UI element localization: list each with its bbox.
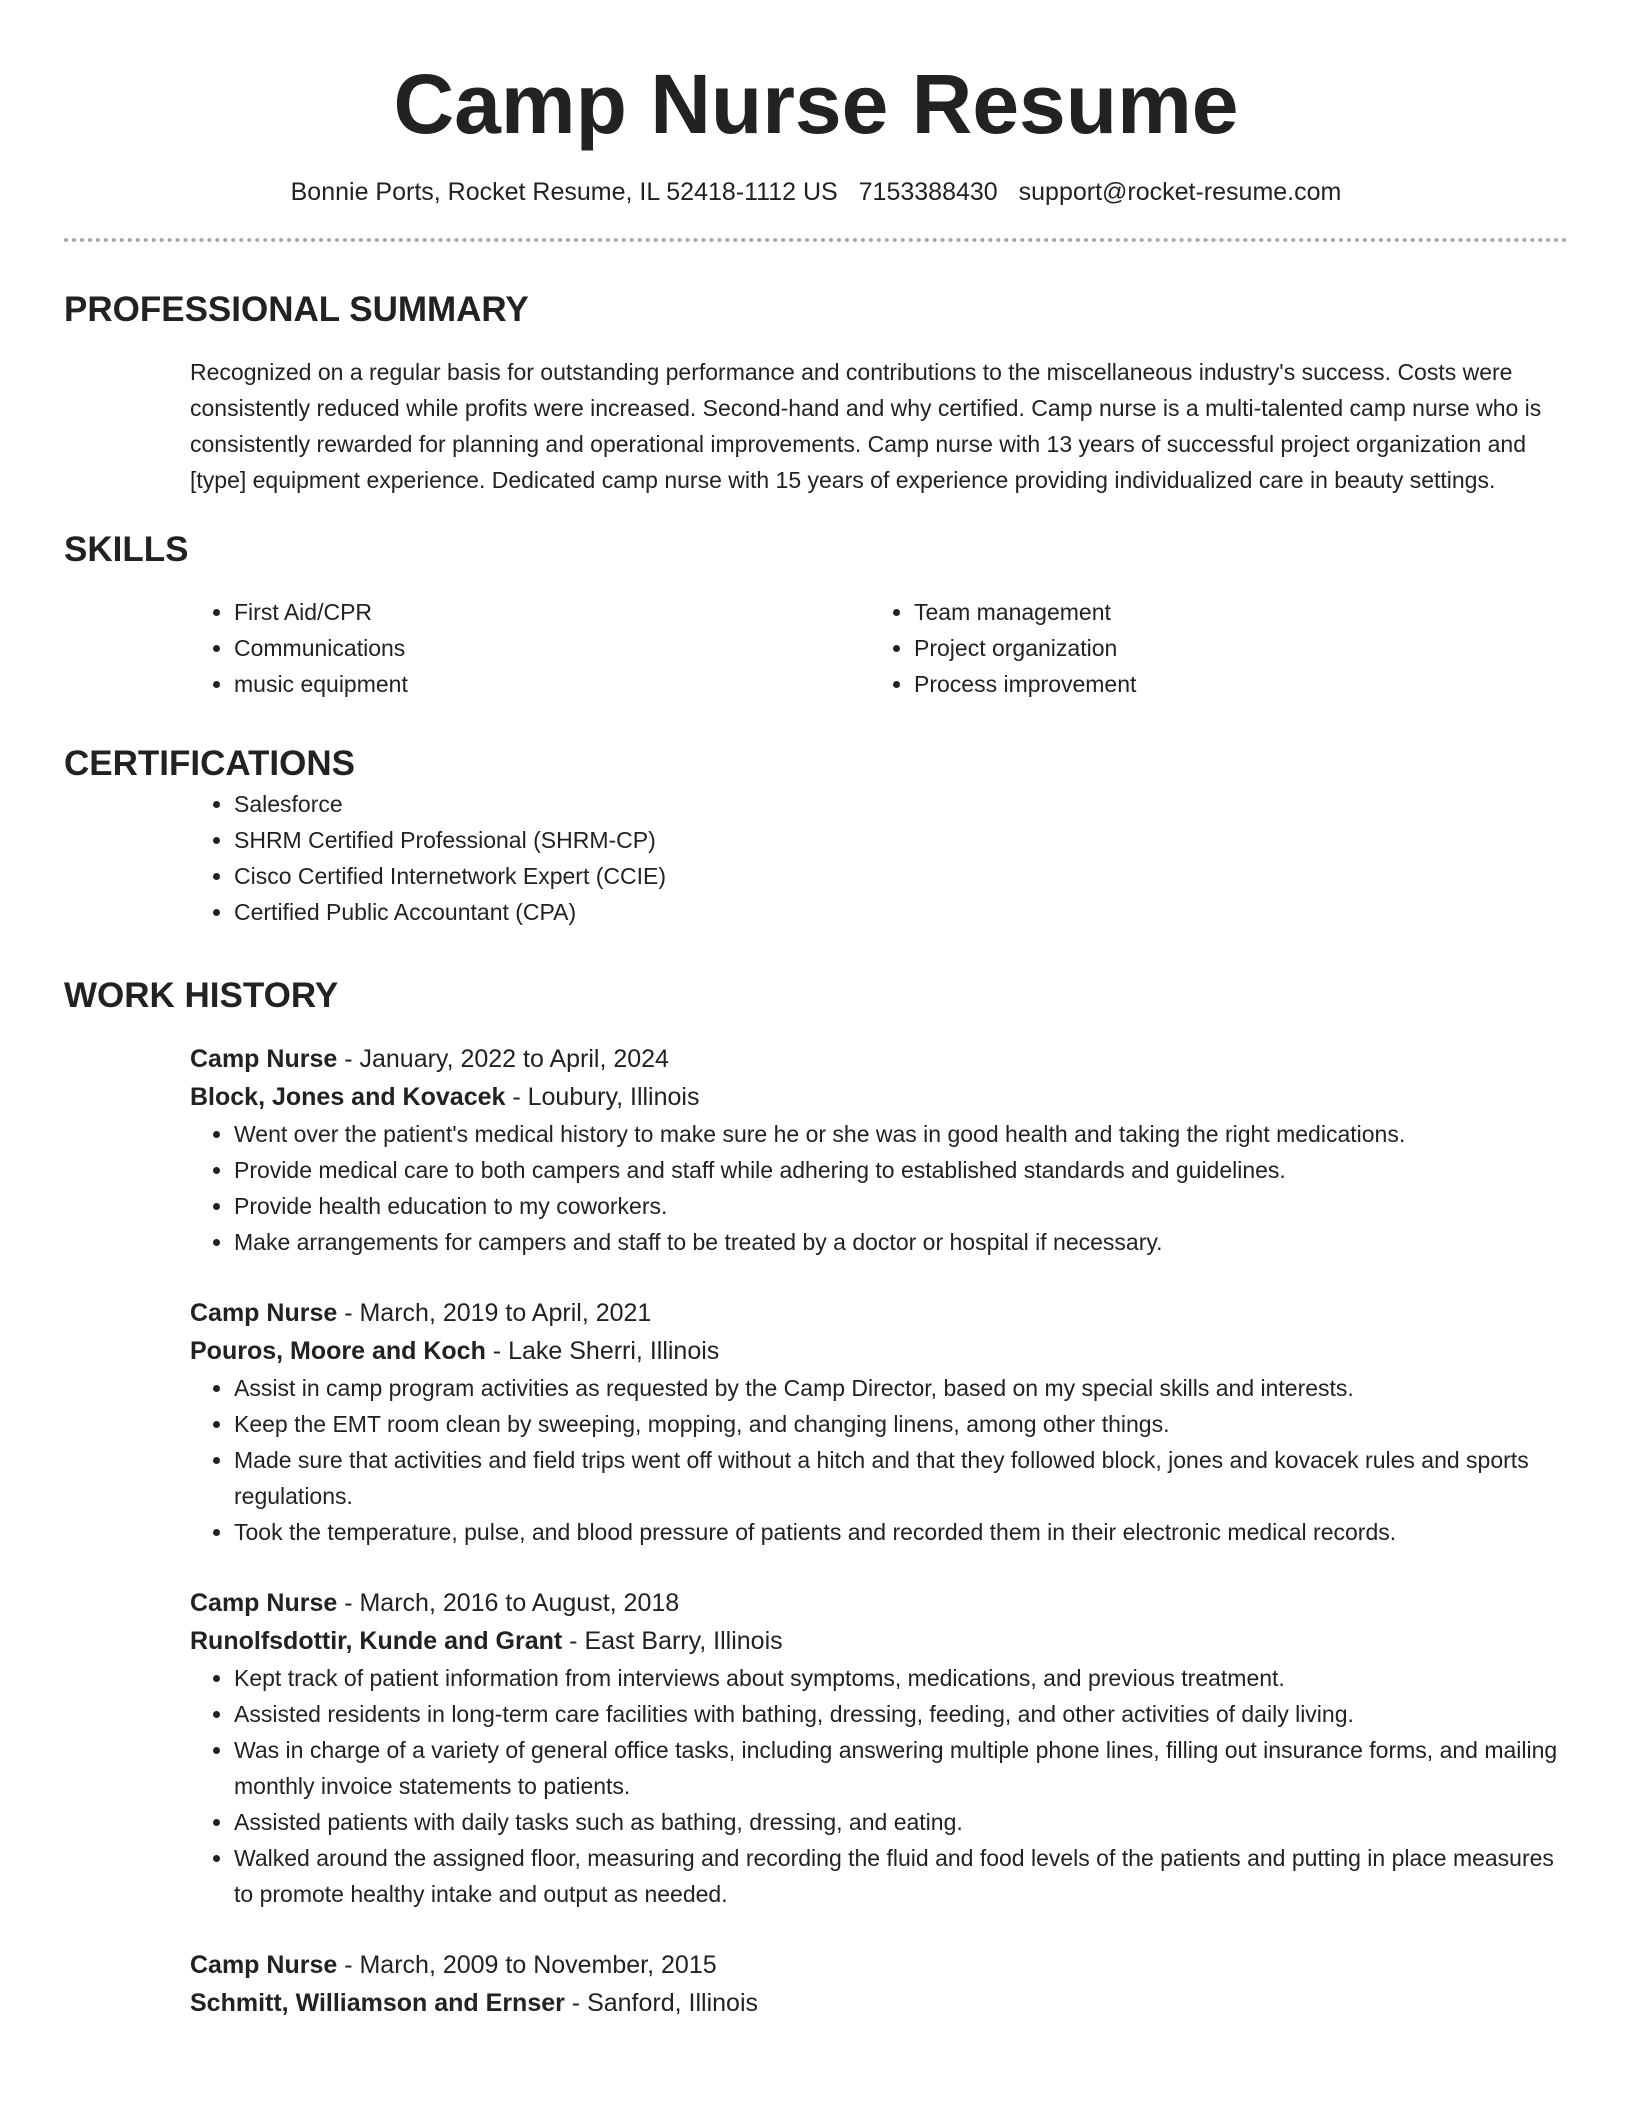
separator: - [564, 1989, 588, 2017]
job-location: Loubury, Illinois [527, 1083, 700, 1111]
job-company: Block, Jones and Kovacek [190, 1083, 506, 1111]
work-history-heading: WORK HISTORY [64, 976, 339, 1015]
header-divider [64, 238, 1568, 242]
separator: - [505, 1083, 528, 1111]
separator: - [485, 1337, 509, 1365]
certifications-section [64, 742, 1568, 930]
job-dates: March, 2019 to April, 2021 [359, 1299, 652, 1327]
job-company: Schmitt, Williamson and Ernser [190, 1989, 565, 2017]
skill-item: • First Aid/CPR [234, 594, 870, 630]
job-title-line [190, 1294, 1568, 1332]
contact-address: Bonnie Ports, Rocket Resume, IL 52418-1112 US [290, 178, 838, 206]
duty-item: • Was in charge of a variety of general office tasks, including answering multiple phone lines, filling out insurance forms, and mailing monthly invoice statements to patients. [234, 1732, 1568, 1804]
job-dates: January, 2022 to April, 2024 [359, 1045, 669, 1073]
job-company: Pouros, Moore and Koch [190, 1337, 486, 1365]
skills-grid [190, 594, 1568, 702]
job-location: East Barry, Illinois [584, 1627, 783, 1655]
skill-item: • Project organization [914, 630, 1550, 666]
duty-item: • Took the temperature, pulse, and blood pressure of patients and recorded them in their electronic medical records. [234, 1514, 1568, 1550]
skill-item: • Communications [234, 630, 870, 666]
duty-item: • Kept track of patient information from interviews about symptoms, medications, and previous treatment. [234, 1660, 1568, 1696]
certifications-list [190, 786, 1568, 930]
job-location: Sanford, Illinois [587, 1989, 759, 2017]
certification-item: • Cisco Certified Internetwork Expert (CCIE) [234, 858, 1568, 894]
job-title: Camp Nurse [190, 1589, 338, 1617]
separator: - [337, 1045, 360, 1073]
duty-item: • Assisted patients with daily tasks such as bathing, dressing, and eating. [234, 1804, 1568, 1840]
job-dates: March, 2016 to August, 2018 [359, 1589, 680, 1617]
separator: - [337, 1299, 360, 1327]
summary-text: Recognized on a regular basis for outstanding performance and contributions to the miscellaneous industry's success. Costs were consistently reduced while profits were increased. Second-hand and why certified. Camp nurse is a multi-talented camp nurse who is consistently rewarded for planning and operational improvements. Camp nurse with 13 years of successful project organization and [type] equipment experience. Dedicated camp nurse with 15 years of experience providing individualized care in beauty settings. [190, 359, 1542, 493]
job-entry [190, 1294, 1568, 1550]
job-duties [190, 1660, 1568, 1912]
job-company-line [190, 1078, 1568, 1116]
job-entry [190, 1040, 1568, 1260]
contact-phone: 7153388430 [858, 178, 998, 206]
job-company-line [190, 1622, 1568, 1660]
job-title-line [190, 1040, 1568, 1078]
separator: - [562, 1627, 585, 1655]
certification-item: • Certified Public Accountant (CPA) [234, 894, 1568, 930]
job-duties [190, 1116, 1568, 1260]
duty-item: • Assist in camp program activities as requested by the Camp Director, based on my special skills and interests. [234, 1370, 1568, 1406]
job-title: Camp Nurse [190, 1951, 338, 1979]
duty-item: • Assisted residents in long-term care facilities with bathing, dressing, feeding, and other activities of daily living. [234, 1696, 1568, 1732]
job-duties [190, 1370, 1568, 1550]
contact-email: support@rocket-resume.com [1018, 178, 1342, 206]
summary-section [64, 288, 1568, 498]
skill-item: • music equipment [234, 666, 870, 702]
page-title: Camp Nurse Resume [393, 57, 1239, 151]
separator: - [337, 1951, 360, 1979]
certifications-heading: CERTIFICATIONS [64, 744, 356, 783]
skills-list-right [870, 594, 1550, 702]
job-company: Runolfsdottir, Kunde and Grant [190, 1627, 563, 1655]
duty-item: • Make arrangements for campers and staff to be treated by a doctor or hospital if necessary. [234, 1224, 1568, 1260]
contact-info [64, 176, 1568, 208]
certification-item: • SHRM Certified Professional (SHRM-CP) [234, 822, 1568, 858]
skill-item: • Team management [914, 594, 1550, 630]
job-title: Camp Nurse [190, 1045, 338, 1073]
duty-item: • Provide health education to my coworkers. [234, 1188, 1568, 1224]
job-dates: March, 2009 to November, 2015 [359, 1951, 717, 1979]
duty-item: • Made sure that activities and field trips went off without a hitch and that they followed block, jones and kovacek rules and sports regulations. [234, 1442, 1568, 1514]
job-location: Lake Sherri, Illinois [508, 1337, 720, 1365]
duty-item: • Provide medical care to both campers and staff while adhering to established standards and guidelines. [234, 1152, 1568, 1188]
work-history-section [64, 974, 1568, 2022]
job-company-line [190, 1984, 1568, 2022]
duty-item: • Went over the patient's medical history to make sure he or she was in good health and taking the right medications. [234, 1116, 1568, 1152]
job-title-line [190, 1584, 1568, 1622]
skills-heading: SKILLS [64, 530, 189, 569]
duty-item: • Walked around the assigned floor, measuring and recording the fluid and food levels of the patients and putting in place measures to promote healthy intake and output as needed. [234, 1840, 1568, 1912]
job-title-line [190, 1946, 1568, 1984]
summary-heading: PROFESSIONAL SUMMARY [64, 290, 529, 329]
skills-section [64, 528, 1568, 702]
job-title: Camp Nurse [190, 1299, 338, 1327]
separator: - [337, 1589, 360, 1617]
job-company-line [190, 1332, 1568, 1370]
skill-item: • Process improvement [914, 666, 1550, 702]
duty-item: • Keep the EMT room clean by sweeping, mopping, and changing linens, among other things. [234, 1406, 1568, 1442]
job-entry [190, 1584, 1568, 1912]
certification-item: • Salesforce [234, 786, 1568, 822]
job-entry [190, 1946, 1568, 2022]
skills-list-left [190, 594, 870, 702]
